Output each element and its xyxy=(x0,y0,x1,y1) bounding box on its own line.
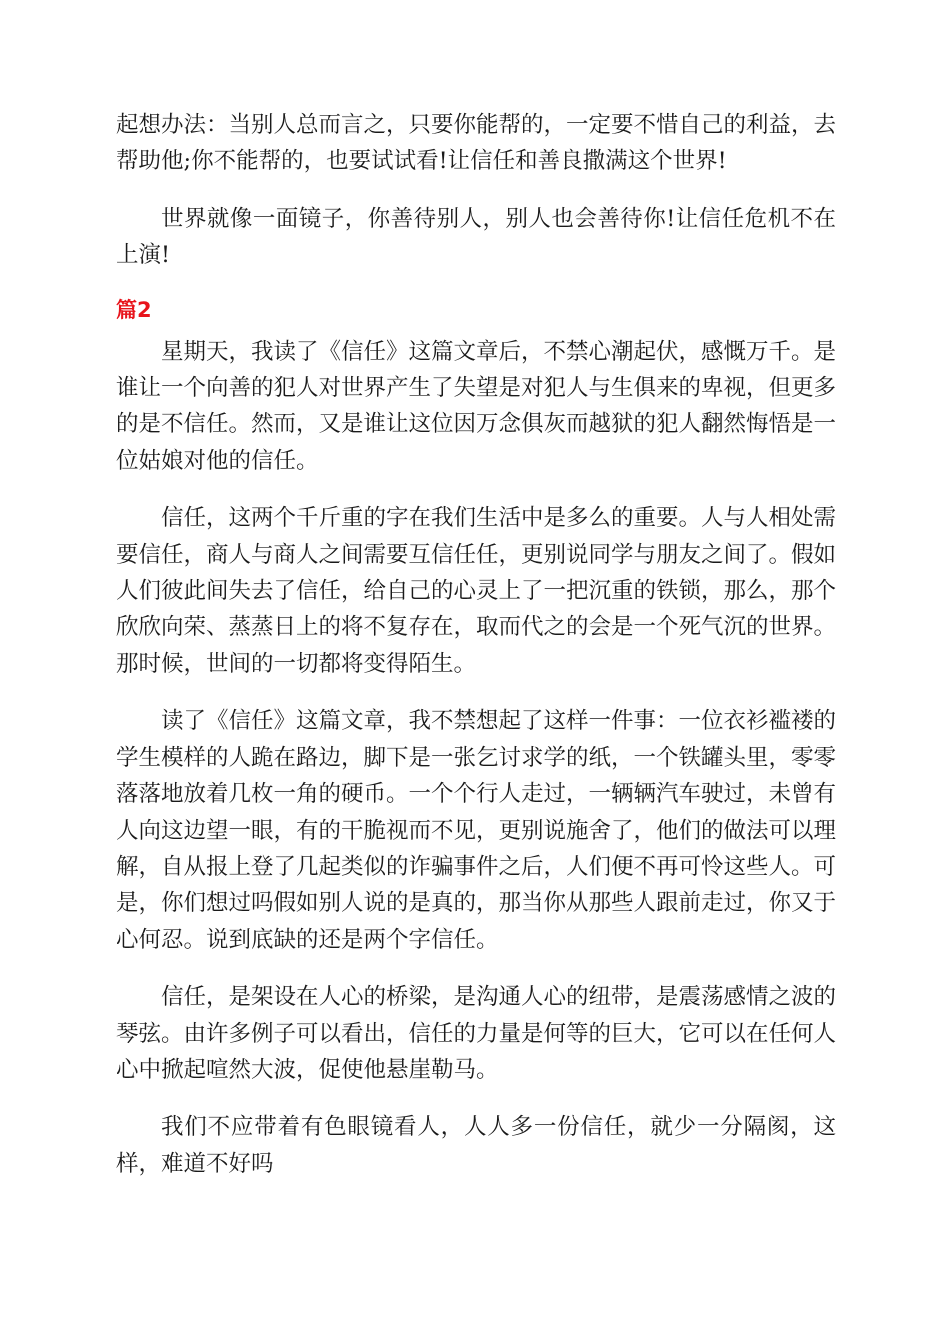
document-page xyxy=(116,107,836,1203)
body-paragraph-2: 信任，这两个千斤重的字在我们生活中是多么的重要。人与人相处需要信任，商人与商人之间需要互信任任，更别说同学与朋友之间了。假如人们彼此间失去了信任，给自己的心灵上了一把沉重的铁锁，那么，那个欣欣向荣、蒸蒸日上的将不复存在，取而代之的会是一个死气沉的世界。那时候，世间的一切都将变得陌生。 xyxy=(116,505,837,677)
section-title: 篇2 xyxy=(116,297,152,322)
continuation-paragraph-2: 世界就像一面镜子，你善待别人，别人也会善待你!让信任危机不在上演! xyxy=(116,205,836,269)
body-paragraph-4: 信任，是架设在人心的桥梁，是沟通人心的纽带，是震荡感情之波的琴弦。由许多例子可以看出，信任的力量是何等的巨大，它可以在任何人心中掀起喧然大波，促使他悬崖勒马。 xyxy=(116,984,837,1083)
body-paragraph-3: 读了《信任》这篇文章，我不禁想起了这样一件事：一位衣衫褴褛的学生模样的人跪在路边，脚下是一张乞讨求学的纸，一个铁罐头里，零零落落地放着几枚一角的硬币。一个个行人走过，一辆辆汽车驶过，未曾有人向这边望一眼，有的干脆视而不见，更别说施舍了，他们的做法可以理解，自从报上登了几起类似的诈骗事件之后，人们便不再可怜这些人。可是，你们想过吗假如别人说的是真的，那当你从那些人跟前走过，你又于心何忍。说到底缺的还是两个字信任。 xyxy=(116,708,837,953)
body-paragraph-1: 星期天，我读了《信任》这篇文章后，不禁心潮起伏，感慨万千。是谁让一个向善的犯人对世界产生了失望是对犯人与生俱来的卑视，但更多的是不信任。然而，又是谁让这位因万念俱灰而越狱的犯人翻然悔悟是一位姑娘对他的信任。 xyxy=(116,338,837,474)
body-paragraph-5: 我们不应带着有色眼镜看人，人人多一份信任，就少一分隔阂，这样，难道不好吗 xyxy=(116,1114,836,1177)
continuation-paragraph-1: 起想办法：当别人总而言之，只要你能帮的，一定要不惜自己的利益，去帮助他;你不能帮的，也要试试看!让信任和善良撒满这个世界! xyxy=(116,112,837,175)
